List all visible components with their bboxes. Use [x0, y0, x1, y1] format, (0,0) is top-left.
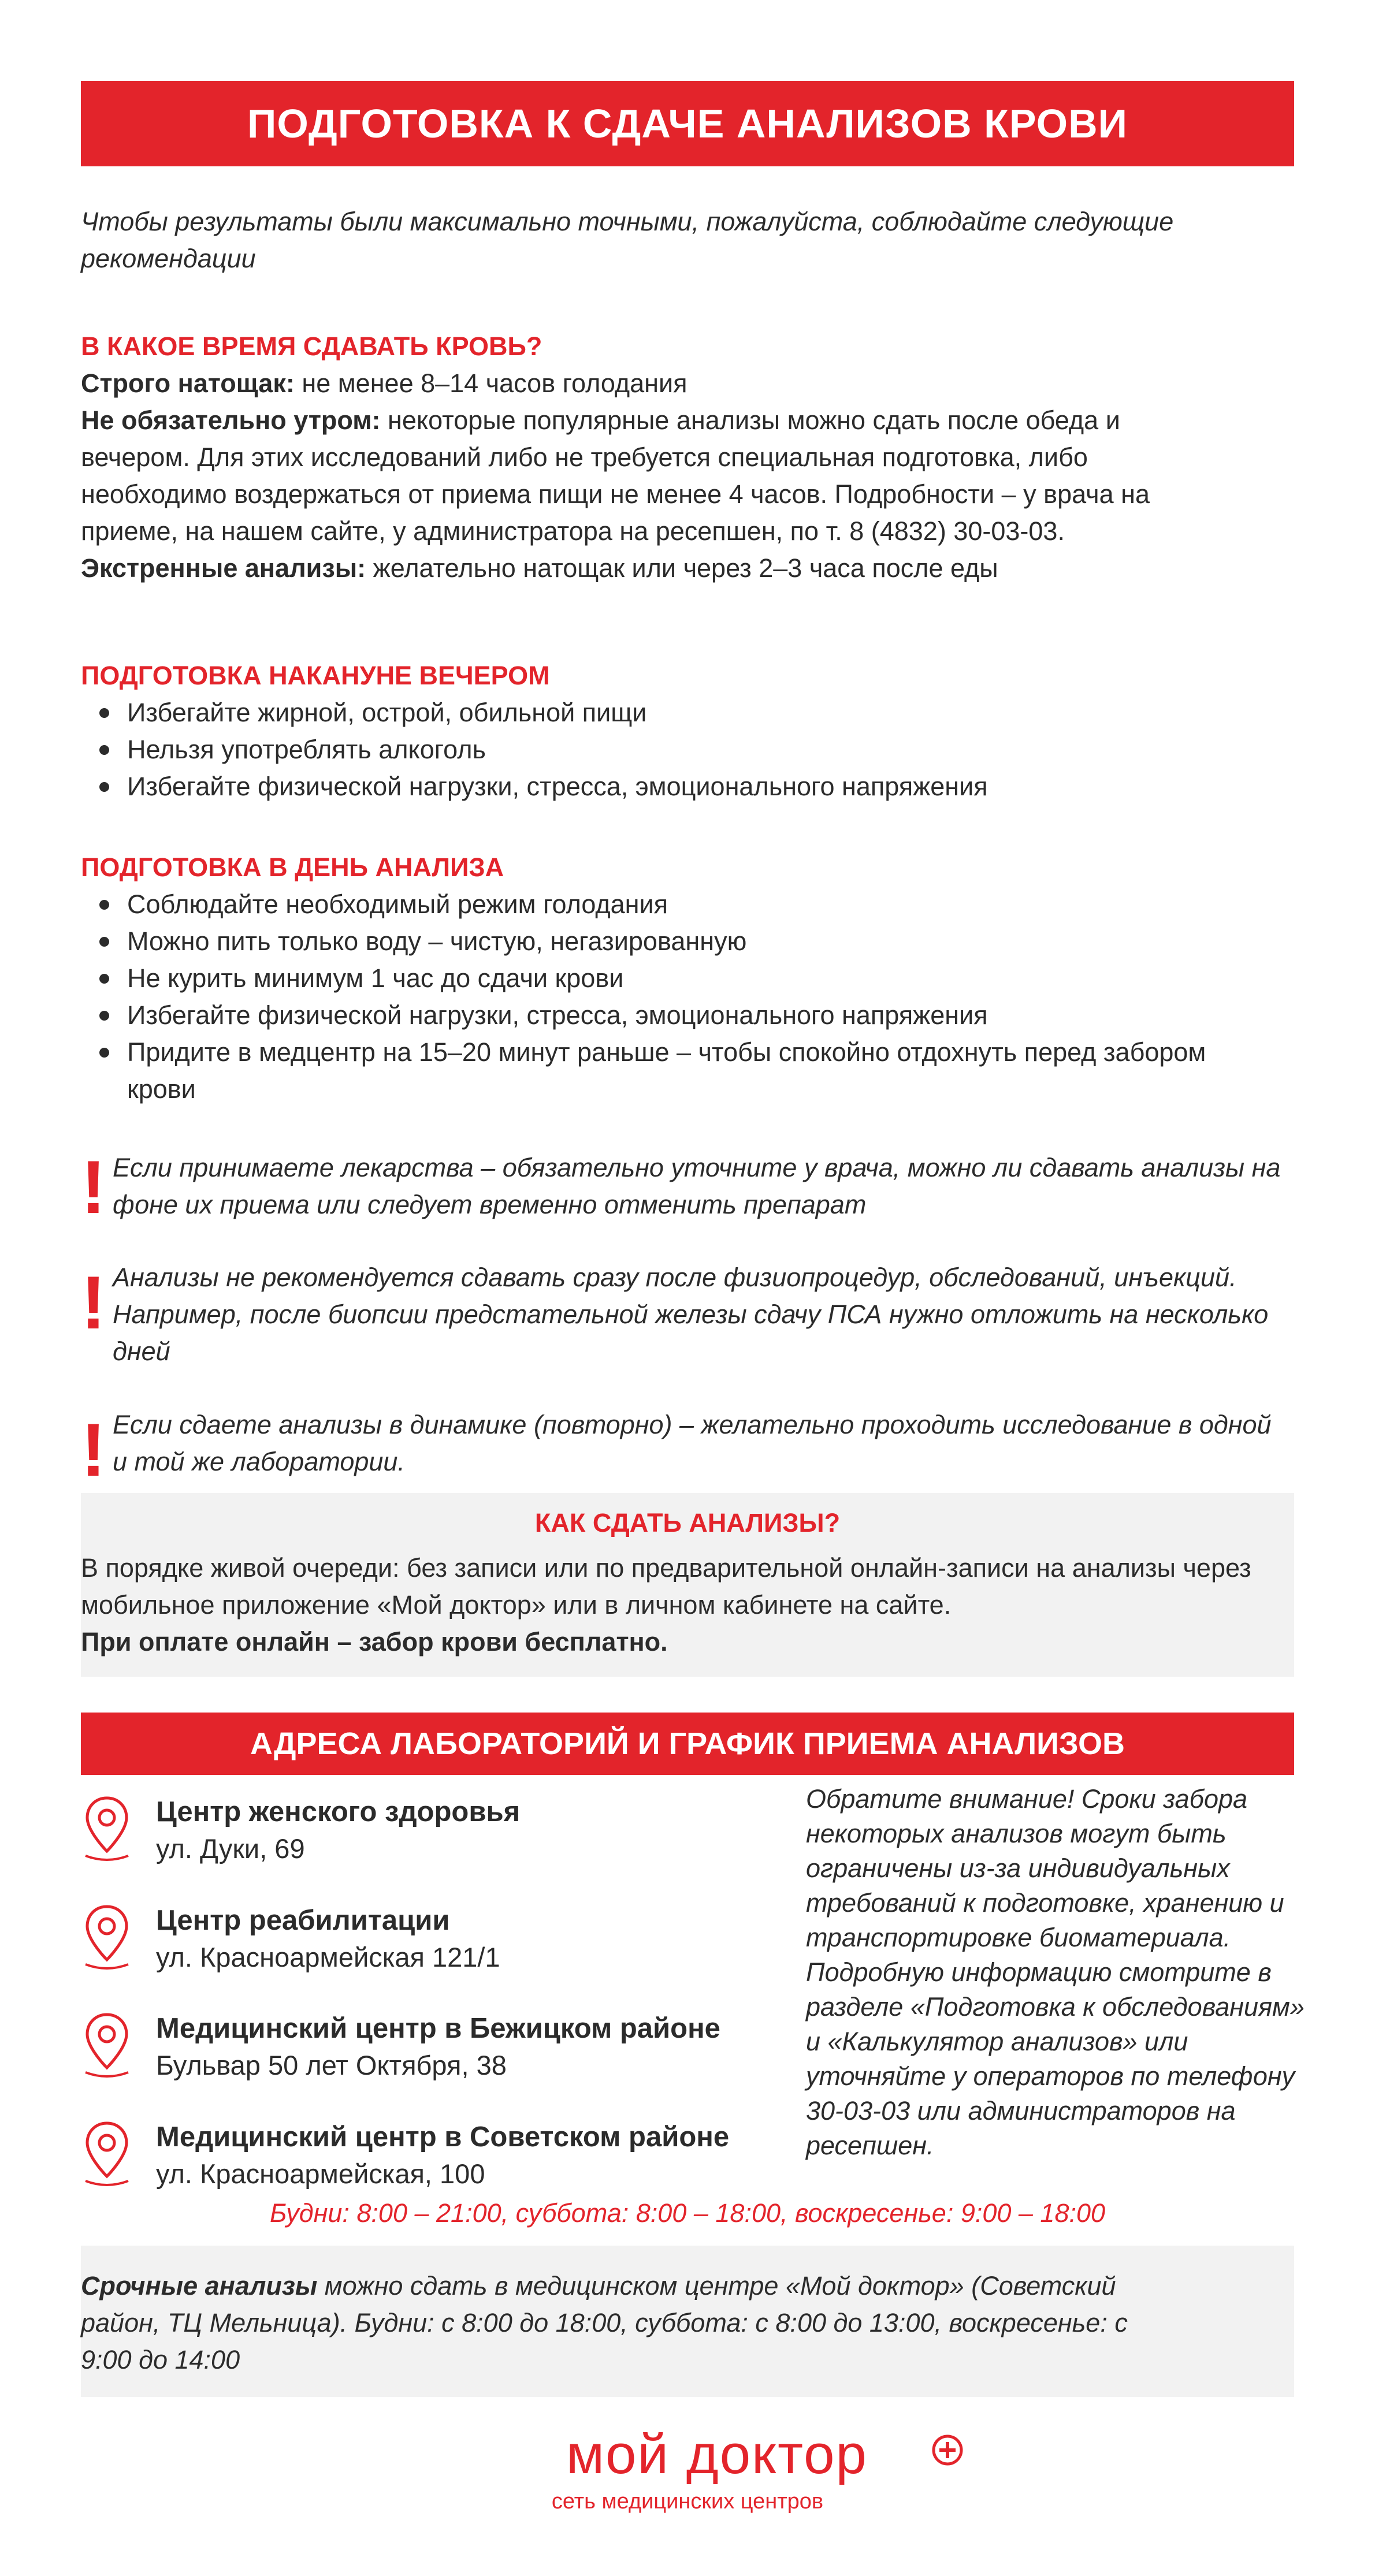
optional-line	[81, 402, 1155, 550]
urgent-analyses-label: Срочные анализы	[81, 2271, 318, 2300]
optional-text: некоторые популярные анализы можно сдать после обеда и вечером. Для этих исследований либо не требуется специальная подготовка, либо необходимо воздержаться от приема пищи не менее 4 часов. Подробности – у врача на приеме, на нашем сайте, у администратора на ресепшен, по т. 8 (4832) 30-03-03.	[81, 405, 1150, 546]
address-item	[81, 2010, 774, 2085]
list-item: Избегайте физической нагрузки, стресса, эмоционального напряжения	[81, 997, 1294, 1034]
schedule-text: Будни: 8:00 – 21:00, суббота: 8:00 – 18:00, воскресенье: 9:00 – 18:00	[269, 2198, 1106, 2228]
address-street: ул. Красноармейская 121/1	[156, 1942, 500, 1972]
logo-tagline: сеть медицинских центров	[551, 2489, 824, 2514]
how-description: В порядке живой очереди: без записи или по предварительной онлайн-записи на анализы через мобильное приложение «Мой доктор» или в личном кабинете на сайте.	[81, 1553, 1251, 1620]
address-street: Бульвар 50 лет Октября, 38	[156, 2050, 507, 2080]
strict-line	[81, 365, 1179, 402]
location-pin-icon	[81, 1793, 133, 1863]
address-name: Медицинский центр в Советском районе	[156, 2121, 730, 2153]
list-item: Избегайте физической нагрузки, стресса, эмоционального напряжения	[81, 768, 1294, 805]
list-item: Не курить минимум 1 час до сдачи крови	[81, 960, 1294, 997]
list-item: Нельзя употреблять алкоголь	[81, 731, 1294, 768]
urgent-line	[81, 550, 1179, 587]
urgent-label: Экстренные анализы:	[81, 553, 366, 583]
urgent-text: желательно натощак или через 2–3 часа после еды	[366, 553, 998, 583]
intro-text: Чтобы результаты были максимально точными, пожалуйста, соблюдайте следующие рекомендации	[81, 207, 1174, 273]
address-street: ул. Красноармейская, 100	[156, 2158, 485, 2189]
how-text	[81, 1550, 1294, 1661]
exclamation-icon: !	[81, 1408, 106, 1492]
plus-circle-icon	[930, 2433, 965, 2467]
warning-text: Если сдаете анализы в динамике (повторно) – желательно проходить исследование в одной и той же лаборатории.	[113, 1410, 1272, 1476]
urgent-analyses-text: можно сдать в медицинском центре «Мой доктор» (Советский район, ТЦ Мельница). Будни: с 8:00 до 18:00, суббота: с 8:00 до 13:00, воскресенье: с 9:00 до 14:00	[81, 2271, 1128, 2374]
location-pin-icon	[81, 2119, 133, 2188]
warning-text: Если принимаете лекарства – обязательно уточните у врача, можно ли сдавать анализы на фоне их приема или следует временно отменить препарат	[113, 1153, 1281, 1219]
list-item: Придите в медцентр на 15–20 минут раньше – чтобы спокойно отдохнуть перед забором крови	[81, 1034, 1225, 1108]
address-item	[81, 1793, 774, 1868]
list-item: Соблюдайте необходимый режим голодания	[81, 886, 1294, 923]
exclamation-icon: !	[81, 1145, 106, 1229]
brand-logo	[81, 2426, 1294, 2530]
urgent-box	[81, 2246, 1294, 2397]
location-pin-icon	[81, 2010, 133, 2079]
list-item: Избегайте жирной, острой, обильной пищи	[81, 694, 1294, 731]
section-title-evening: ПОДГОТОВКА НАКАНУНЕ ВЕЧЕРОМ	[81, 661, 550, 690]
address-street: ул. Дуки, 69	[156, 1833, 305, 1864]
warning-text: Анализы не рекомендуется сдавать сразу после физиопроцедур, обследований, инъекций. Например, после биопсии предстательной железы сдачу ПСА нужно отложить на несколько дней	[113, 1263, 1269, 1366]
page-title: ПОДГОТОВКА К СДАЧЕ АНАЛИЗОВ КРОВИ	[81, 81, 1294, 166]
address-name: Медицинский центр в Бежицком районе	[156, 2013, 720, 2044]
address-item	[81, 2119, 774, 2194]
exclamation-icon: !	[81, 1260, 106, 1345]
strict-text: не менее 8–14 часов голодания	[294, 368, 687, 398]
location-pin-icon	[81, 1902, 133, 1971]
section-title-dayof: ПОДГОТОВКА В ДЕНЬ АНАЛИЗА	[81, 853, 504, 882]
address-name: Центр реабилитации	[156, 1905, 450, 1936]
how-title: КАК СДАТЬ АНАЛИЗЫ?	[534, 1508, 841, 1538]
optional-label: Не обязательно утром:	[81, 405, 381, 435]
list-item: Можно пить только воду – чистую, негазированную	[81, 923, 1294, 960]
urgent-paragraph	[81, 2246, 1179, 2378]
address-name: Центр женского здоровья	[156, 1796, 521, 1827]
addresses-title: АДРЕСА ЛАБОРАТОРИЙ И ГРАФИК ПРИЕМА АНАЛИЗОВ	[81, 1713, 1294, 1775]
how-bold-note: При оплате онлайн – забор крови бесплатно.	[81, 1627, 668, 1656]
address-item	[81, 1902, 774, 1977]
strict-label: Строго натощак:	[81, 368, 295, 398]
section-title-when: В КАКОЕ ВРЕМЯ СДАВАТЬ КРОВЬ?	[81, 332, 542, 361]
notice-text: Обратите внимание! Сроки забора некоторых анализов могут быть ограничены из-за индивидуальных требований к подготовке, хранению и транспортировке биоматериала. Подробную информацию смотрите в разделе «Подготовка к обследованиям» и «Калькулятор анализов» или уточняйте у операторов по телефону 30-03-03 или администраторов на ресепшен.	[806, 1784, 1305, 2160]
dayof-list	[81, 886, 1294, 1108]
evening-list	[81, 694, 1294, 805]
logo-wordmark: мой доктор	[566, 2424, 868, 2485]
when-paragraph	[81, 365, 1179, 587]
how-box	[81, 1493, 1294, 1677]
